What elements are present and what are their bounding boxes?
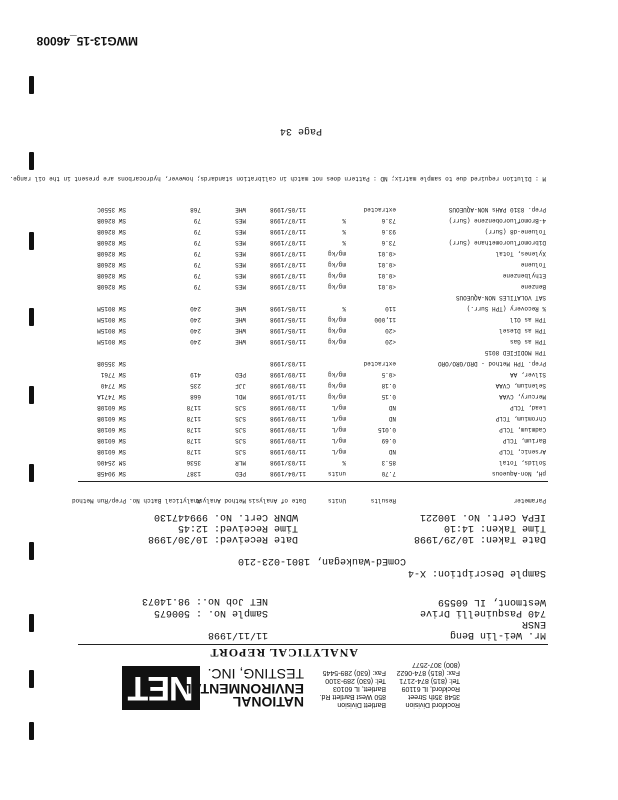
- table-cell: 11/07/1998: [269, 272, 306, 279]
- table-cell: 240: [190, 305, 201, 312]
- table-cell: 1178: [186, 415, 201, 422]
- table-cell: 7.70: [381, 470, 396, 477]
- table-cell: SW 6010B: [97, 426, 126, 433]
- table-cell: 4-Bromofluorobenzene (Surr): [448, 217, 546, 224]
- date-taken-label: Date Taken:: [479, 533, 546, 544]
- table-cell: 11/09/1998: [269, 382, 306, 389]
- binder-hole: [29, 308, 34, 326]
- table-cell: Cadmium, TCLP: [499, 426, 546, 433]
- table-cell: mg/kg: [327, 327, 346, 334]
- table-cell: Prep. TPH Method - DRO/GRO/ORO: [437, 360, 546, 367]
- table-cell: SJS: [235, 437, 246, 444]
- table-cell: extracted: [363, 206, 396, 213]
- sample-no-row: [154, 607, 268, 618]
- time-received-label: Time Received:: [213, 522, 298, 533]
- binder-hole: [29, 542, 34, 560]
- division-name: Bartlett Division: [337, 701, 386, 708]
- binder-hole: [29, 386, 34, 404]
- table-cell: Ethylbenzene: [502, 272, 546, 279]
- table-row: [76, 456, 546, 467]
- table-cell: 73.6: [381, 239, 396, 246]
- table-cell: SW 6010B: [97, 437, 126, 444]
- table-cell: SW 6010B: [97, 448, 126, 455]
- table-cell: SW 7761: [100, 371, 126, 378]
- table-cell: 11/05/1998: [269, 206, 306, 213]
- table-cell: MES: [235, 217, 246, 224]
- table-row: [76, 214, 546, 225]
- title-rule: [78, 644, 548, 645]
- table-cell: Toluene-d8 (Surr): [484, 228, 546, 235]
- table-cell: 1178: [186, 426, 201, 433]
- table-cell: mg/kg: [327, 382, 346, 389]
- table-row: [76, 357, 546, 368]
- table-cell: SW 8015M: [97, 305, 126, 312]
- table-cell: WHE: [235, 316, 246, 323]
- table-cell: SW 7740: [100, 382, 126, 389]
- sample-no-label: Sample No. :: [195, 607, 268, 618]
- table-cell: SJS: [235, 415, 246, 422]
- table-cell: SW 7471A: [97, 393, 126, 400]
- table-cell: Barium, TCLP: [502, 437, 546, 444]
- col-units: Units: [327, 497, 346, 504]
- table-cell: 11,000: [374, 316, 396, 323]
- recipient-company: ENSR: [521, 618, 546, 629]
- table-cell: ND: [388, 415, 396, 422]
- table-cell: 85.3: [381, 459, 396, 466]
- table-cell: 240: [190, 316, 201, 323]
- table-cell: <0.01: [377, 283, 396, 290]
- sample-desc-site: ComEd-Waukegan, 1801-023-210: [237, 555, 406, 566]
- table-cell: SJS: [235, 448, 246, 455]
- table-cell: TPH as Gas: [509, 338, 546, 345]
- table-cell: 110: [385, 305, 396, 312]
- table-cell: mg/kg: [327, 261, 346, 268]
- table-cell: JJF: [235, 382, 246, 389]
- division-rockford: [397, 660, 460, 708]
- iepa-label: IEPA Cert. No.: [461, 511, 546, 522]
- table-cell: mg/kg: [327, 393, 346, 400]
- division-tel: Tel: (815) 874-2171: [399, 677, 460, 684]
- table-row: [76, 269, 546, 280]
- job-no-row: [142, 595, 268, 606]
- table-row: [76, 368, 546, 379]
- table-row: [76, 423, 546, 434]
- col-method: Prep/Run Method: [71, 497, 126, 504]
- table-cell: SJS: [235, 426, 246, 433]
- division-city: Bartlett, IL 60103: [332, 685, 386, 692]
- division-name: Rockford Division: [405, 701, 460, 708]
- table-cell: MES: [235, 272, 246, 279]
- table-row: [76, 225, 546, 236]
- date-taken-row: [414, 511, 546, 544]
- division-phone-tollfree: (800) 307-2577: [412, 661, 460, 668]
- table-cell: TPH as Oil: [509, 316, 546, 323]
- division-bartlett: [320, 668, 386, 708]
- binder-hole: [29, 722, 34, 740]
- table-cell: mg/kg: [327, 371, 346, 378]
- table-cell: 73.6: [381, 217, 396, 224]
- job-no-label: NET Job No.:: [195, 595, 268, 606]
- table-cell: 419: [190, 371, 201, 378]
- table-cell: 11/07/1998: [269, 250, 306, 257]
- table-cell: Arsenic, TCLP: [499, 448, 546, 455]
- results-table: [76, 203, 546, 478]
- table-cell: 11/09/1998: [269, 415, 306, 422]
- table-row: [76, 390, 546, 401]
- table-row: [76, 379, 546, 390]
- table-cell: WHE: [235, 338, 246, 345]
- table-cell: 11/10/1998: [269, 393, 306, 400]
- table-cell: SW 8260B: [97, 261, 126, 268]
- sample-desc-value: X-4: [407, 567, 426, 578]
- table-row: [76, 236, 546, 247]
- table-cell: Benzene: [520, 283, 546, 290]
- table-cell: 11/09/1998: [269, 448, 306, 455]
- table-cell: 11/05/1998: [269, 327, 306, 334]
- net-logo: NET: [122, 666, 200, 710]
- table-cell: 240: [190, 327, 201, 334]
- division-tel: Tel: (630) 289-3100: [325, 677, 386, 684]
- table-cell: 79: [193, 239, 201, 246]
- time-taken-value: 14:10: [443, 522, 474, 533]
- sample-no-value: 500675: [153, 607, 190, 618]
- table-row: [76, 401, 546, 412]
- table-row: [76, 258, 546, 269]
- table-cell: TPH MODIFIED 8015: [484, 349, 546, 356]
- table-cell: SW 9045B: [97, 470, 126, 477]
- table-cell: 93.6: [381, 228, 396, 235]
- table-cell: 0.69: [381, 437, 396, 444]
- table-cell: mg/kg: [327, 283, 346, 290]
- table-cell: MES: [235, 261, 246, 268]
- sample-description-row: [408, 567, 546, 578]
- table-cell: % Recovery (TPH Surr.): [466, 305, 546, 312]
- table-cell: SW 3550C: [97, 206, 126, 213]
- binder-hole: [29, 614, 34, 632]
- table-cell: 1178: [186, 404, 201, 411]
- table-cell: PED: [235, 371, 246, 378]
- table-cell: <20: [385, 327, 396, 334]
- binder-hole: [29, 76, 34, 94]
- table-cell: 11/07/1998: [269, 217, 306, 224]
- table-cell: SW 8015M: [97, 338, 126, 345]
- table-row: [76, 291, 546, 302]
- table-row: [76, 445, 546, 456]
- table-cell: SW 6010B: [97, 415, 126, 422]
- time-received-value: 12:45: [177, 522, 208, 533]
- report-date: 11/11/1998: [207, 629, 268, 640]
- table-cell: 11/09/1998: [269, 437, 306, 444]
- table-cell: mg/kg: [327, 338, 346, 345]
- table-cell: 11/09/1998: [269, 404, 306, 411]
- company-name-line1: NATIONAL: [232, 694, 304, 710]
- table-cell: 11/03/1998: [269, 360, 306, 367]
- table-row: [76, 247, 546, 258]
- table-cell: SW 8260B: [97, 217, 126, 224]
- table-cell: SW 3550B: [97, 360, 126, 367]
- bates-stamp: MWG13-15_46008: [36, 34, 138, 48]
- table-cell: Chromium, TCLP: [495, 415, 546, 422]
- table-cell: 1178: [186, 437, 201, 444]
- date-received-label: Date Received:: [213, 533, 298, 544]
- table-cell: MES: [235, 239, 246, 246]
- table-cell: SAT VOLATILES NON-AQUEOUS: [455, 294, 546, 301]
- table-cell: 235: [190, 382, 201, 389]
- table-cell: SW 8015M: [97, 316, 126, 323]
- table-cell: Mercury, CVAA: [499, 393, 546, 400]
- recipient-city: Westmont, IL 60559: [437, 596, 546, 607]
- table-row: [76, 302, 546, 313]
- table-cell: mg/kg: [327, 250, 346, 257]
- table-row: [76, 335, 546, 346]
- binder-hole: [29, 670, 34, 688]
- table-cell: 79: [193, 272, 201, 279]
- table-cell: 79: [193, 217, 201, 224]
- table-cell: Prep. 8310 PAHs NON-AQUEOUS: [448, 206, 546, 213]
- table-cell: ND: [388, 404, 396, 411]
- table-cell: 0.18: [381, 382, 396, 389]
- table-cell: units: [327, 470, 346, 477]
- table-cell: ND: [388, 448, 396, 455]
- report-title: ANALYTICAL REPORT: [209, 646, 358, 660]
- table-cell: Solids, Total: [499, 459, 546, 466]
- table-cell: pH, Non-Aqueous: [491, 470, 546, 477]
- col-date: Date of Analysis: [248, 497, 306, 504]
- page-label: Page 34: [279, 125, 322, 136]
- table-cell: WHE: [235, 327, 246, 334]
- col-analyst: Method Analyst: [195, 497, 246, 504]
- table-cell: <0.01: [377, 250, 396, 257]
- table-cell: Silver, AA: [509, 371, 546, 378]
- table-cell: 11/07/1998: [269, 283, 306, 290]
- table-cell: MES: [235, 250, 246, 257]
- table-cell: <0.01: [377, 272, 396, 279]
- table-cell: 79: [193, 228, 201, 235]
- table-row: [76, 346, 546, 357]
- table-cell: %: [342, 459, 346, 466]
- job-no-value: 98.14073: [141, 595, 190, 606]
- table-cell: 0.015: [377, 426, 396, 433]
- table-cell: SJS: [235, 404, 246, 411]
- division-fax: Fax: (815) 874-0622: [396, 669, 460, 676]
- table-cell: <20: [385, 338, 396, 345]
- binder-hole: [29, 464, 34, 482]
- table-cell: 0.15: [381, 393, 396, 400]
- table-cell: mg/kg: [327, 272, 346, 279]
- table-cell: SW 8015M: [97, 327, 126, 334]
- table-cell: SW 8260B: [97, 239, 126, 246]
- binder-hole: [29, 232, 34, 250]
- table-cell: WHE: [235, 206, 246, 213]
- table-row: [76, 412, 546, 423]
- table-cell: 79: [193, 283, 201, 290]
- binder-hole: [29, 152, 34, 170]
- table-cell: 11/04/1998: [269, 470, 306, 477]
- table-cell: 668: [190, 393, 201, 400]
- table-cell: mg/L: [331, 415, 346, 422]
- table-cell: 11/07/1998: [269, 239, 306, 246]
- table-cell: 768: [190, 206, 201, 213]
- table-cell: Xylenes, Total: [495, 250, 546, 257]
- header-rule: [78, 481, 548, 482]
- wdnr-label: WDNR Cert. No.: [213, 511, 298, 522]
- table-cell: 11/09/1998: [269, 426, 306, 433]
- table-row: [76, 467, 546, 478]
- table-cell: PED: [235, 470, 246, 477]
- table-cell: SW 8260B: [97, 283, 126, 290]
- table-cell: 3536: [186, 459, 201, 466]
- table-cell: mg/kg: [327, 316, 346, 323]
- recipient-block: [420, 596, 546, 640]
- table-cell: MES: [235, 228, 246, 235]
- table-cell: mg/L: [331, 437, 346, 444]
- table-cell: SW 8260B: [97, 272, 126, 279]
- date-received-value: 10/30/1998: [147, 533, 208, 544]
- company-name-line3: TESTING, INC.: [207, 666, 304, 682]
- table-cell: 11/09/1998: [269, 371, 306, 378]
- division-city: Rockford, IL 61109: [401, 685, 460, 692]
- table-cell: Dibromofluoromethane (Surr): [448, 239, 546, 246]
- recipient-street: 740 Pasquinelli Drive: [419, 607, 546, 618]
- division-fax: Fax: (630) 289-5445: [322, 669, 386, 676]
- table-cell: 11/07/1998: [269, 261, 306, 268]
- division-street: 850 West Bartlett Rd.: [319, 693, 386, 700]
- col-batch: Analytical Batch No.: [128, 497, 201, 504]
- company-name-line2: ENVIRONMENTAL: [182, 681, 304, 697]
- table-cell: extracted: [363, 360, 396, 367]
- table-row: [76, 434, 546, 445]
- table-cell: 11/05/1998: [269, 316, 306, 323]
- table-cell: <0.5: [381, 371, 396, 378]
- table-cell: WHE: [235, 305, 246, 312]
- table-row: [76, 280, 546, 291]
- table-cell: MDL: [235, 393, 246, 400]
- table-cell: 1387: [186, 470, 201, 477]
- table-cell: 240: [190, 338, 201, 345]
- table-cell: 11/03/1998: [269, 459, 306, 466]
- table-cell: %: [342, 239, 346, 246]
- table-cell: 1178: [186, 448, 201, 455]
- date-taken-value: 10/29/1998: [413, 533, 474, 544]
- table-cell: SM 2540G: [97, 459, 126, 466]
- recipient-name: Mr. Wei-lin Beng: [449, 629, 546, 640]
- table-row: [76, 324, 546, 335]
- table-cell: SW 8260B: [97, 250, 126, 257]
- date-received-row: [148, 511, 298, 544]
- sample-desc-label: Sample Description:: [431, 567, 546, 578]
- col-results: Results: [370, 497, 396, 504]
- table-cell: Selenium, CVAA: [495, 382, 546, 389]
- table-cell: 11/07/1998: [269, 228, 306, 235]
- table-cell: 11/05/1998: [269, 305, 306, 312]
- table-cell: MES: [235, 283, 246, 290]
- table-cell: MLR: [235, 459, 246, 466]
- table-cell: %: [342, 228, 346, 235]
- time-taken-label: Time Taken:: [479, 522, 546, 533]
- table-cell: <0.01: [377, 261, 396, 268]
- table-cell: %: [342, 305, 346, 312]
- footnote: M : Dilution required due to sample matrix; ND : Pattern does not match in calibration standards; however, hydrocarbons are present in the oil range.: [9, 175, 546, 182]
- table-cell: Toluene: [520, 261, 546, 268]
- table-row: [76, 313, 546, 324]
- table-cell: %: [342, 217, 346, 224]
- iepa-value: 100221: [419, 511, 456, 522]
- wdnr-value: 999447130: [153, 511, 208, 522]
- table-cell: mg/L: [331, 426, 346, 433]
- table-cell: mg/L: [331, 404, 346, 411]
- table-cell: SW 8260B: [97, 228, 126, 235]
- table-cell: SW 6010B: [97, 404, 126, 411]
- table-row: [76, 203, 546, 214]
- table-cell: Lead, TCLP: [509, 404, 546, 411]
- table-cell: 11/05/1998: [269, 338, 306, 345]
- col-parameter: Parameter: [513, 497, 546, 504]
- division-street: 3548 35th Street: [408, 693, 460, 700]
- table-cell: 79: [193, 250, 201, 257]
- table-cell: mg/L: [331, 448, 346, 455]
- table-cell: 79: [193, 261, 201, 268]
- table-cell: TPH as Diesel: [499, 327, 546, 334]
